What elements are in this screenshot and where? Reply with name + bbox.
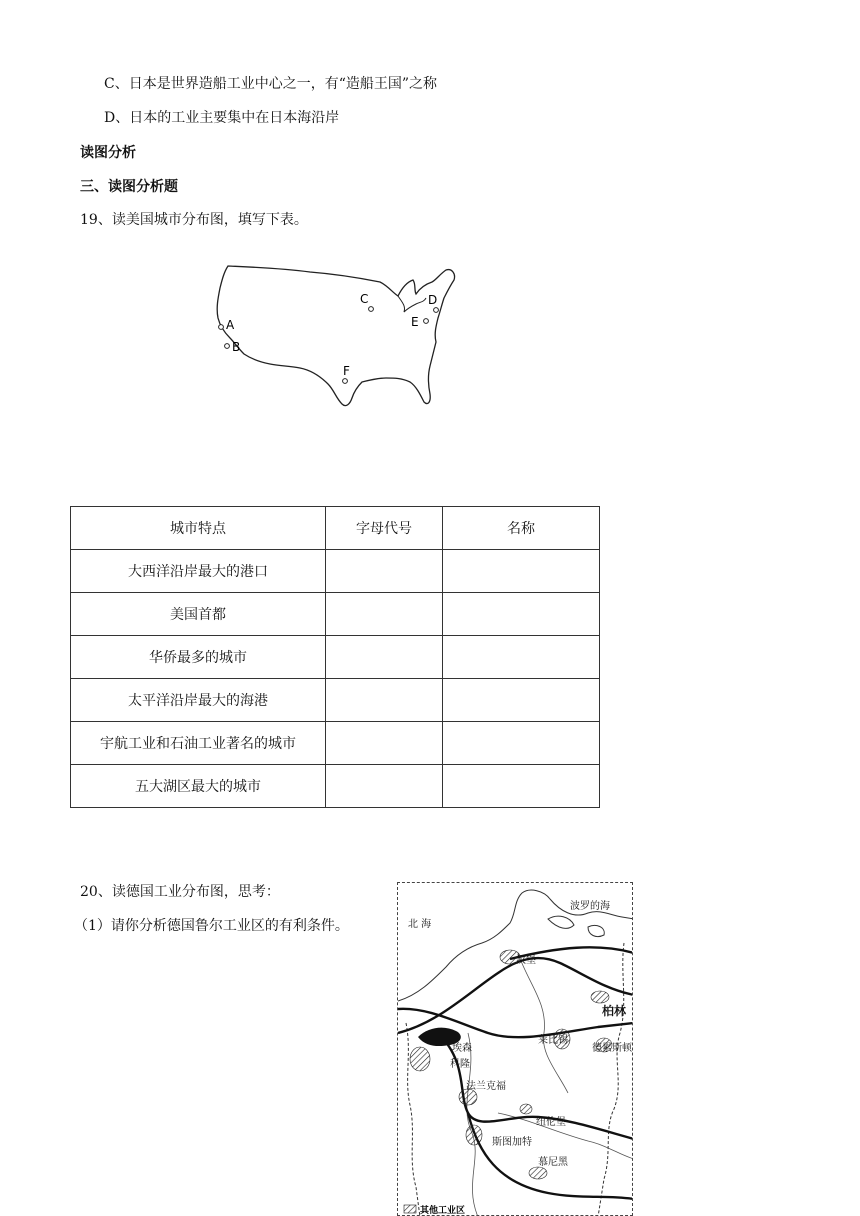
- table-row: [71, 722, 600, 765]
- germany-industry-map: [397, 882, 633, 1216]
- table-row: [71, 679, 600, 722]
- row-feature: 大西洋沿岸最大的港口: [71, 550, 326, 593]
- row-letter-cell[interactable]: [326, 550, 443, 593]
- city-table: [70, 506, 600, 808]
- question-19-prompt: 19、读美国城市分布图，填写下表。: [80, 212, 308, 228]
- city-c-dot: [369, 307, 374, 312]
- row-name-cell[interactable]: [443, 550, 600, 593]
- legend-swatch: [404, 1205, 416, 1213]
- row-feature: 宇航工业和石油工业著名的城市: [71, 722, 326, 765]
- city-b-dot: [225, 344, 230, 349]
- city-d-label: D: [428, 293, 438, 307]
- question-20-sub1: （1）请你分析德国鲁尔工业区的有利条件。: [74, 918, 349, 934]
- label-baltic-sea: 波罗的海: [570, 901, 610, 912]
- row-letter-cell[interactable]: [326, 636, 443, 679]
- city-f-label: F: [343, 364, 350, 378]
- industrial-area-berlin: [591, 991, 609, 1003]
- label-dresden: 德累斯顿: [592, 1043, 632, 1054]
- option-c: C、日本是世界造船工业中心之一，有“造船王国”之称: [104, 76, 438, 92]
- baltic-islands: [548, 916, 604, 936]
- great-lakes: [398, 296, 426, 312]
- label-north-sea: 北 海: [408, 919, 432, 930]
- row-name-cell[interactable]: [443, 722, 600, 765]
- row-name-cell[interactable]: [443, 765, 600, 808]
- row-letter-cell[interactable]: [326, 593, 443, 636]
- row-letter-cell[interactable]: [326, 722, 443, 765]
- row-letter-cell[interactable]: [326, 679, 443, 722]
- label-cologne: 科隆: [450, 1059, 470, 1070]
- label-munich: 慕尼黑: [538, 1157, 568, 1168]
- label-hamburg: 汉堡: [516, 955, 536, 966]
- label-frankfurt: 法兰克福: [466, 1081, 506, 1092]
- industrial-area-nuremberg: [520, 1104, 532, 1114]
- legend-label: 其他工业区: [420, 1206, 466, 1216]
- industrial-area-stuttgart: [466, 1125, 482, 1145]
- table-header-row: [71, 507, 600, 550]
- option-d: D、日本的工业主要集中在日本海沿岸: [104, 110, 340, 126]
- row-name-cell[interactable]: [443, 593, 600, 636]
- city-e-dot: [424, 319, 429, 324]
- label-essen: 埃森: [452, 1043, 472, 1054]
- city-a-label: A: [226, 318, 235, 332]
- us-outline: [217, 266, 454, 406]
- row-name-cell[interactable]: [443, 679, 600, 722]
- map-legend: [404, 1204, 465, 1216]
- city-f-dot: [343, 379, 348, 384]
- header-name: 名称: [443, 507, 600, 550]
- city-d-dot: [434, 308, 439, 313]
- table-row: [71, 593, 600, 636]
- city-e-label: E: [411, 315, 419, 329]
- row-letter-cell[interactable]: [326, 765, 443, 808]
- row-feature: 美国首都: [71, 593, 326, 636]
- label-leipzig: 莱比锡: [538, 1035, 568, 1046]
- header-letter: 字母代号: [326, 507, 443, 550]
- city-a-dot: [219, 325, 224, 330]
- industrial-area-cologne: [410, 1047, 430, 1071]
- header-feature: 城市特点: [71, 507, 326, 550]
- industrial-area-munich: [529, 1167, 547, 1179]
- row-feature: 五大湖区最大的城市: [71, 765, 326, 808]
- label-nuremberg: 纽伦堡: [536, 1117, 566, 1128]
- label-berlin: 柏林: [602, 1004, 627, 1018]
- section-label: 读图分析: [80, 145, 136, 161]
- us-city-map: [210, 258, 465, 410]
- river: [518, 953, 568, 1093]
- city-b-label: B: [232, 340, 241, 354]
- table-row: [71, 550, 600, 593]
- row-feature: 华侨最多的城市: [71, 636, 326, 679]
- city-c-label: C: [360, 292, 369, 306]
- row-name-cell[interactable]: [443, 636, 600, 679]
- table-row: [71, 636, 600, 679]
- question-20-prompt: 20、读德国工业分布图，思考：: [80, 884, 280, 900]
- row-feature: 太平洋沿岸最大的海港: [71, 679, 326, 722]
- label-stuttgart: 斯图加特: [492, 1137, 532, 1148]
- section-title: 三、读图分析题: [80, 179, 178, 195]
- table-row: [71, 765, 600, 808]
